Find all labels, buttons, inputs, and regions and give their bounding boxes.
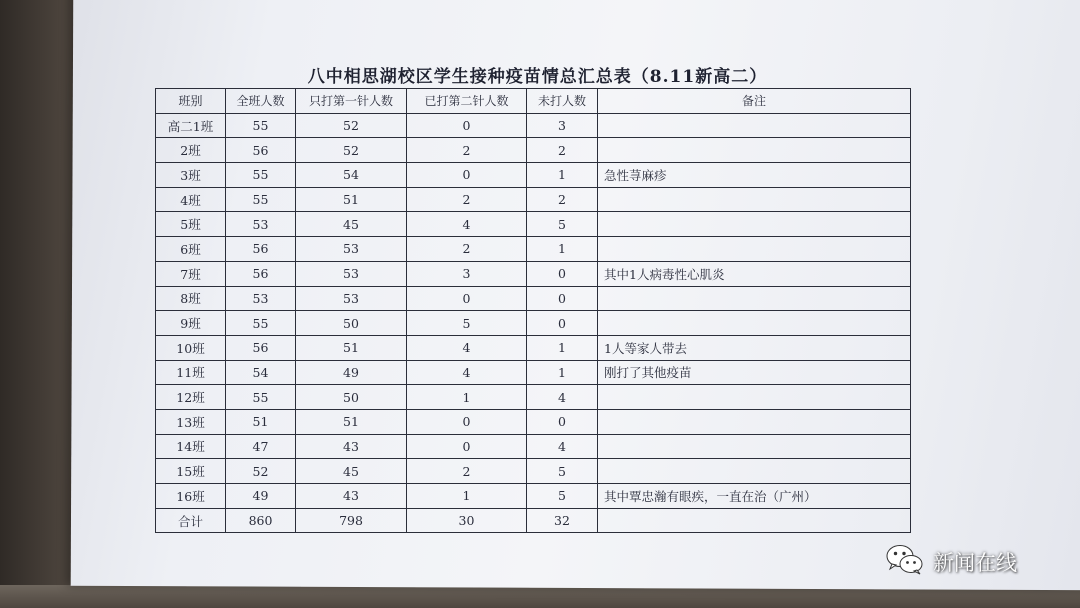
cell-second-dose: 5 [407,311,527,336]
cell-class: 12班 [156,385,226,410]
cell-remarks [598,113,911,138]
cell-first-dose-only: 45 [296,459,407,484]
cell-unvaccinated: 0 [527,409,598,434]
cell-students: 55 [226,113,296,138]
vaccination-summary-table [155,88,911,533]
cell-first-dose-only: 52 [296,113,407,138]
cell-second-dose: 0 [407,286,527,311]
cell-unvaccinated: 1 [527,163,598,188]
cell-remarks [598,237,911,262]
table-row [156,360,911,385]
wechat-icon [885,543,925,581]
table-row [156,261,911,286]
cell-first-dose-only: 51 [296,335,407,360]
total-remarks [598,508,911,533]
document-title: 八中相思湖校区学生接种疫苗情总汇总表（8.11新高二） [307,67,768,87]
cell-first-dose-only: 54 [296,163,407,188]
table-row [156,212,911,237]
cell-students: 53 [226,212,296,237]
cell-second-dose: 4 [407,335,527,360]
cell-unvaccinated: 1 [527,360,598,385]
cell-unvaccinated: 0 [527,286,598,311]
table-row [156,286,911,311]
cell-second-dose: 4 [407,360,527,385]
cell-first-dose-only: 49 [296,360,407,385]
cell-class: 5班 [156,212,226,237]
total-first-dose-only: 798 [296,508,407,533]
cell-second-dose: 2 [407,138,527,163]
cell-remarks: 其中覃忠瀚有眼疾，一直在治（广州） [598,484,911,509]
cell-class: 4班 [156,187,226,212]
cell-second-dose: 3 [407,261,527,286]
cell-unvaccinated: 0 [527,261,598,286]
cell-students: 56 [226,335,296,360]
table-row [156,434,911,459]
cell-class: 9班 [156,311,226,336]
total-second-dose: 30 [407,508,527,533]
cell-class: 7班 [156,261,226,286]
cell-second-dose: 1 [407,385,527,410]
cell-students: 55 [226,187,296,212]
cell-class: 16班 [156,484,226,509]
cell-class: 3班 [156,163,226,188]
cell-first-dose-only: 52 [296,138,407,163]
header-unvaccinated: 未打人数 [527,89,598,114]
cell-class: 13班 [156,409,226,434]
total-label: 合计 [156,508,226,533]
cell-first-dose-only: 51 [296,187,407,212]
total-unvaccinated: 32 [527,508,598,533]
table-row [156,113,911,138]
cell-first-dose-only: 53 [296,261,407,286]
cell-second-dose: 1 [407,484,527,509]
header-first-dose-only: 只打第一针人数 [296,89,407,114]
cell-remarks: 刚打了其他疫苗 [598,360,911,385]
cell-class: 高二1班 [156,113,226,138]
cell-second-dose: 0 [407,113,527,138]
cell-students: 51 [226,409,296,434]
cell-second-dose: 2 [407,237,527,262]
table-row [156,335,911,360]
cell-class: 2班 [156,138,226,163]
header-class: 班别 [156,89,226,114]
cell-first-dose-only: 53 [296,237,407,262]
cell-class: 8班 [156,286,226,311]
cell-students: 49 [226,484,296,509]
cell-students: 52 [226,459,296,484]
cell-students: 56 [226,138,296,163]
cell-students: 56 [226,237,296,262]
table-total-row [156,508,911,533]
table-row [156,385,911,410]
cell-students: 55 [226,163,296,188]
cell-second-dose: 0 [407,434,527,459]
cell-class: 10班 [156,335,226,360]
cell-unvaccinated: 4 [527,385,598,410]
header-remarks: 备注 [598,89,911,114]
cell-remarks [598,187,911,212]
table-row [156,187,911,212]
cell-unvaccinated: 3 [527,113,598,138]
cell-remarks: 急性荨麻疹 [598,163,911,188]
cell-unvaccinated: 2 [527,187,598,212]
cell-second-dose: 0 [407,409,527,434]
cell-unvaccinated: 0 [527,311,598,336]
cell-second-dose: 2 [407,187,527,212]
cell-students: 47 [226,434,296,459]
header-second-dose: 已打第二针人数 [407,89,527,114]
cell-class: 15班 [156,459,226,484]
cell-students: 54 [226,360,296,385]
cell-first-dose-only: 43 [296,434,407,459]
cell-class: 11班 [156,360,226,385]
cell-students: 53 [226,286,296,311]
cell-second-dose: 0 [407,163,527,188]
watermark [885,544,1017,580]
cell-first-dose-only: 53 [296,286,407,311]
cell-first-dose-only: 51 [296,409,407,434]
table-header-row [156,89,911,114]
cell-remarks [598,286,911,311]
cell-unvaccinated: 1 [527,237,598,262]
cell-unvaccinated: 5 [527,484,598,509]
cell-remarks [598,385,911,410]
cell-students: 55 [226,385,296,410]
cell-second-dose: 2 [407,459,527,484]
table-row [156,138,911,163]
cell-remarks [598,138,911,163]
total-students: 860 [226,508,296,533]
cell-students: 55 [226,311,296,336]
cell-remarks [598,459,911,484]
table-row [156,237,911,262]
cell-unvaccinated: 2 [527,138,598,163]
cell-remarks: 其中1人病毒性心肌炎 [598,261,911,286]
cell-remarks [598,434,911,459]
cell-remarks [598,311,911,336]
cell-remarks [598,212,911,237]
table-row [156,409,911,434]
cell-first-dose-only: 45 [296,212,407,237]
cell-unvaccinated: 5 [527,212,598,237]
cell-unvaccinated: 1 [527,335,598,360]
table-row [156,311,911,336]
table-row [156,484,911,509]
header-total-students: 全班人数 [226,89,296,114]
cell-remarks: 1人等家人带去 [598,335,911,360]
cell-first-dose-only: 50 [296,311,407,336]
table-row [156,459,911,484]
cell-class: 6班 [156,237,226,262]
cell-unvaccinated: 5 [527,459,598,484]
cell-unvaccinated: 4 [527,434,598,459]
cell-class: 14班 [156,434,226,459]
cell-first-dose-only: 43 [296,484,407,509]
cell-first-dose-only: 50 [296,385,407,410]
cell-students: 56 [226,261,296,286]
table-row [156,163,911,188]
cell-remarks [598,409,911,434]
cell-second-dose: 4 [407,212,527,237]
watermark-text: 新闻在线 [933,551,1017,575]
